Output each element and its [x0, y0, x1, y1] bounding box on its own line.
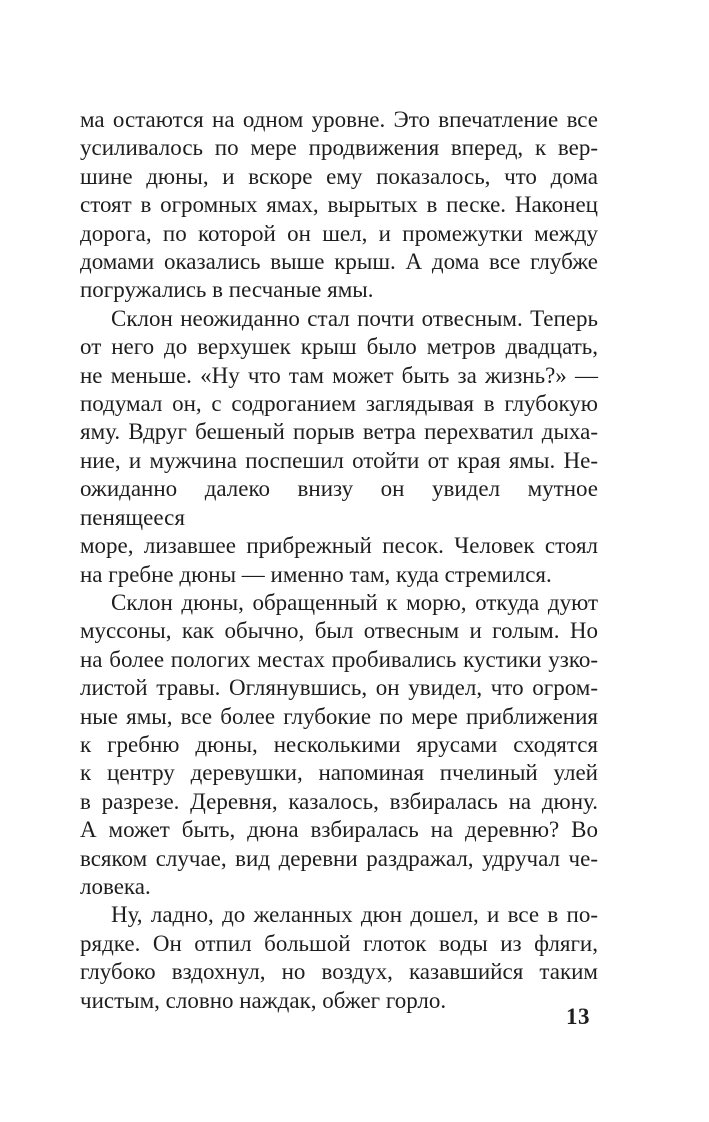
- text-line: подумал он, с содроганием заглядывая в глубокую: [80, 391, 598, 417]
- text-line: муссоны, как обычно, был отвесным и голым. Но: [80, 618, 598, 644]
- paragraph: [80, 106, 598, 305]
- text-line: стоят в огромных ямах, вырытых в песке. Наконец: [80, 192, 598, 218]
- text-line: к гребню дюны, несколькими ярусами сходятся: [80, 731, 598, 757]
- text-line: ловека.: [80, 873, 151, 899]
- text-line: домами оказались выше крыш. А дома все глубже: [80, 249, 598, 275]
- text-line: яму. Вдруг бешеный порыв ветра перехватил дыха-: [80, 419, 598, 445]
- text-line: чистым, словно наждак, обжег горло.: [80, 987, 447, 1013]
- page-number: 13: [566, 1004, 590, 1029]
- text-line: глубоко вздохнул, но воздух, казавшийся таким: [80, 959, 598, 985]
- paragraph: [80, 305, 598, 589]
- text-line: рядке. Он отпил большой глоток воды из фляги,: [80, 930, 598, 956]
- text-line: усиливалось по мере продвижения вперед, к вер-: [80, 135, 598, 161]
- text-line: Склон неожиданно стал почти отвесным. Теперь: [111, 305, 598, 331]
- text-line: на гребне дюны — именно там, куда стремился.: [80, 561, 552, 587]
- text-line: Склон дюны, обращенный к морю, откуда дуют: [111, 589, 598, 615]
- body-text: [80, 106, 598, 1015]
- text-line: листой травы. Оглянувшись, он увидел, что огром-: [80, 675, 598, 701]
- text-line: ма остаются на одном уровне. Это впечатление все: [80, 107, 598, 132]
- text-line: к центру деревушки, напоминая пчелиный улей: [80, 760, 598, 786]
- text-line: ожиданно далеко внизу он увидел мутное пенящееся: [80, 476, 598, 530]
- text-line: Ну, ладно, до желанных дюн дошел, и все в по-: [111, 902, 598, 928]
- paragraph: [80, 589, 598, 901]
- text-line: ние, и мужчина поспешил отойти от края ямы. Не-: [80, 447, 598, 473]
- text-line: А может быть, дюна взбиралась на деревню? Во: [80, 817, 598, 843]
- text-line: море, лизавшее прибрежный песок. Человек стоял: [80, 533, 598, 559]
- text-line: погружались в песчаные ямы.: [80, 277, 374, 303]
- text-line: в разрезе. Деревня, казалось, взбиралась на дюну.: [80, 788, 598, 814]
- text-line: всяком случае, вид деревни раздражал, удручал че-: [80, 845, 598, 871]
- text-line: не меньше. «Ну что там может быть за жизнь?» —: [80, 362, 598, 388]
- text-line: на более пологих местах пробивались кустики узко-: [80, 646, 598, 672]
- paragraph: [80, 901, 598, 1015]
- text-line: дорога, по которой он шел, и промежутки между: [80, 220, 598, 246]
- text-line: от него до верхушек крыш было метров двадцать,: [80, 334, 598, 360]
- text-line: шине дюны, и вскоре ему показалось, что дома: [80, 163, 598, 189]
- text-line: ные ямы, все более глубокие по мере приближения: [80, 703, 598, 729]
